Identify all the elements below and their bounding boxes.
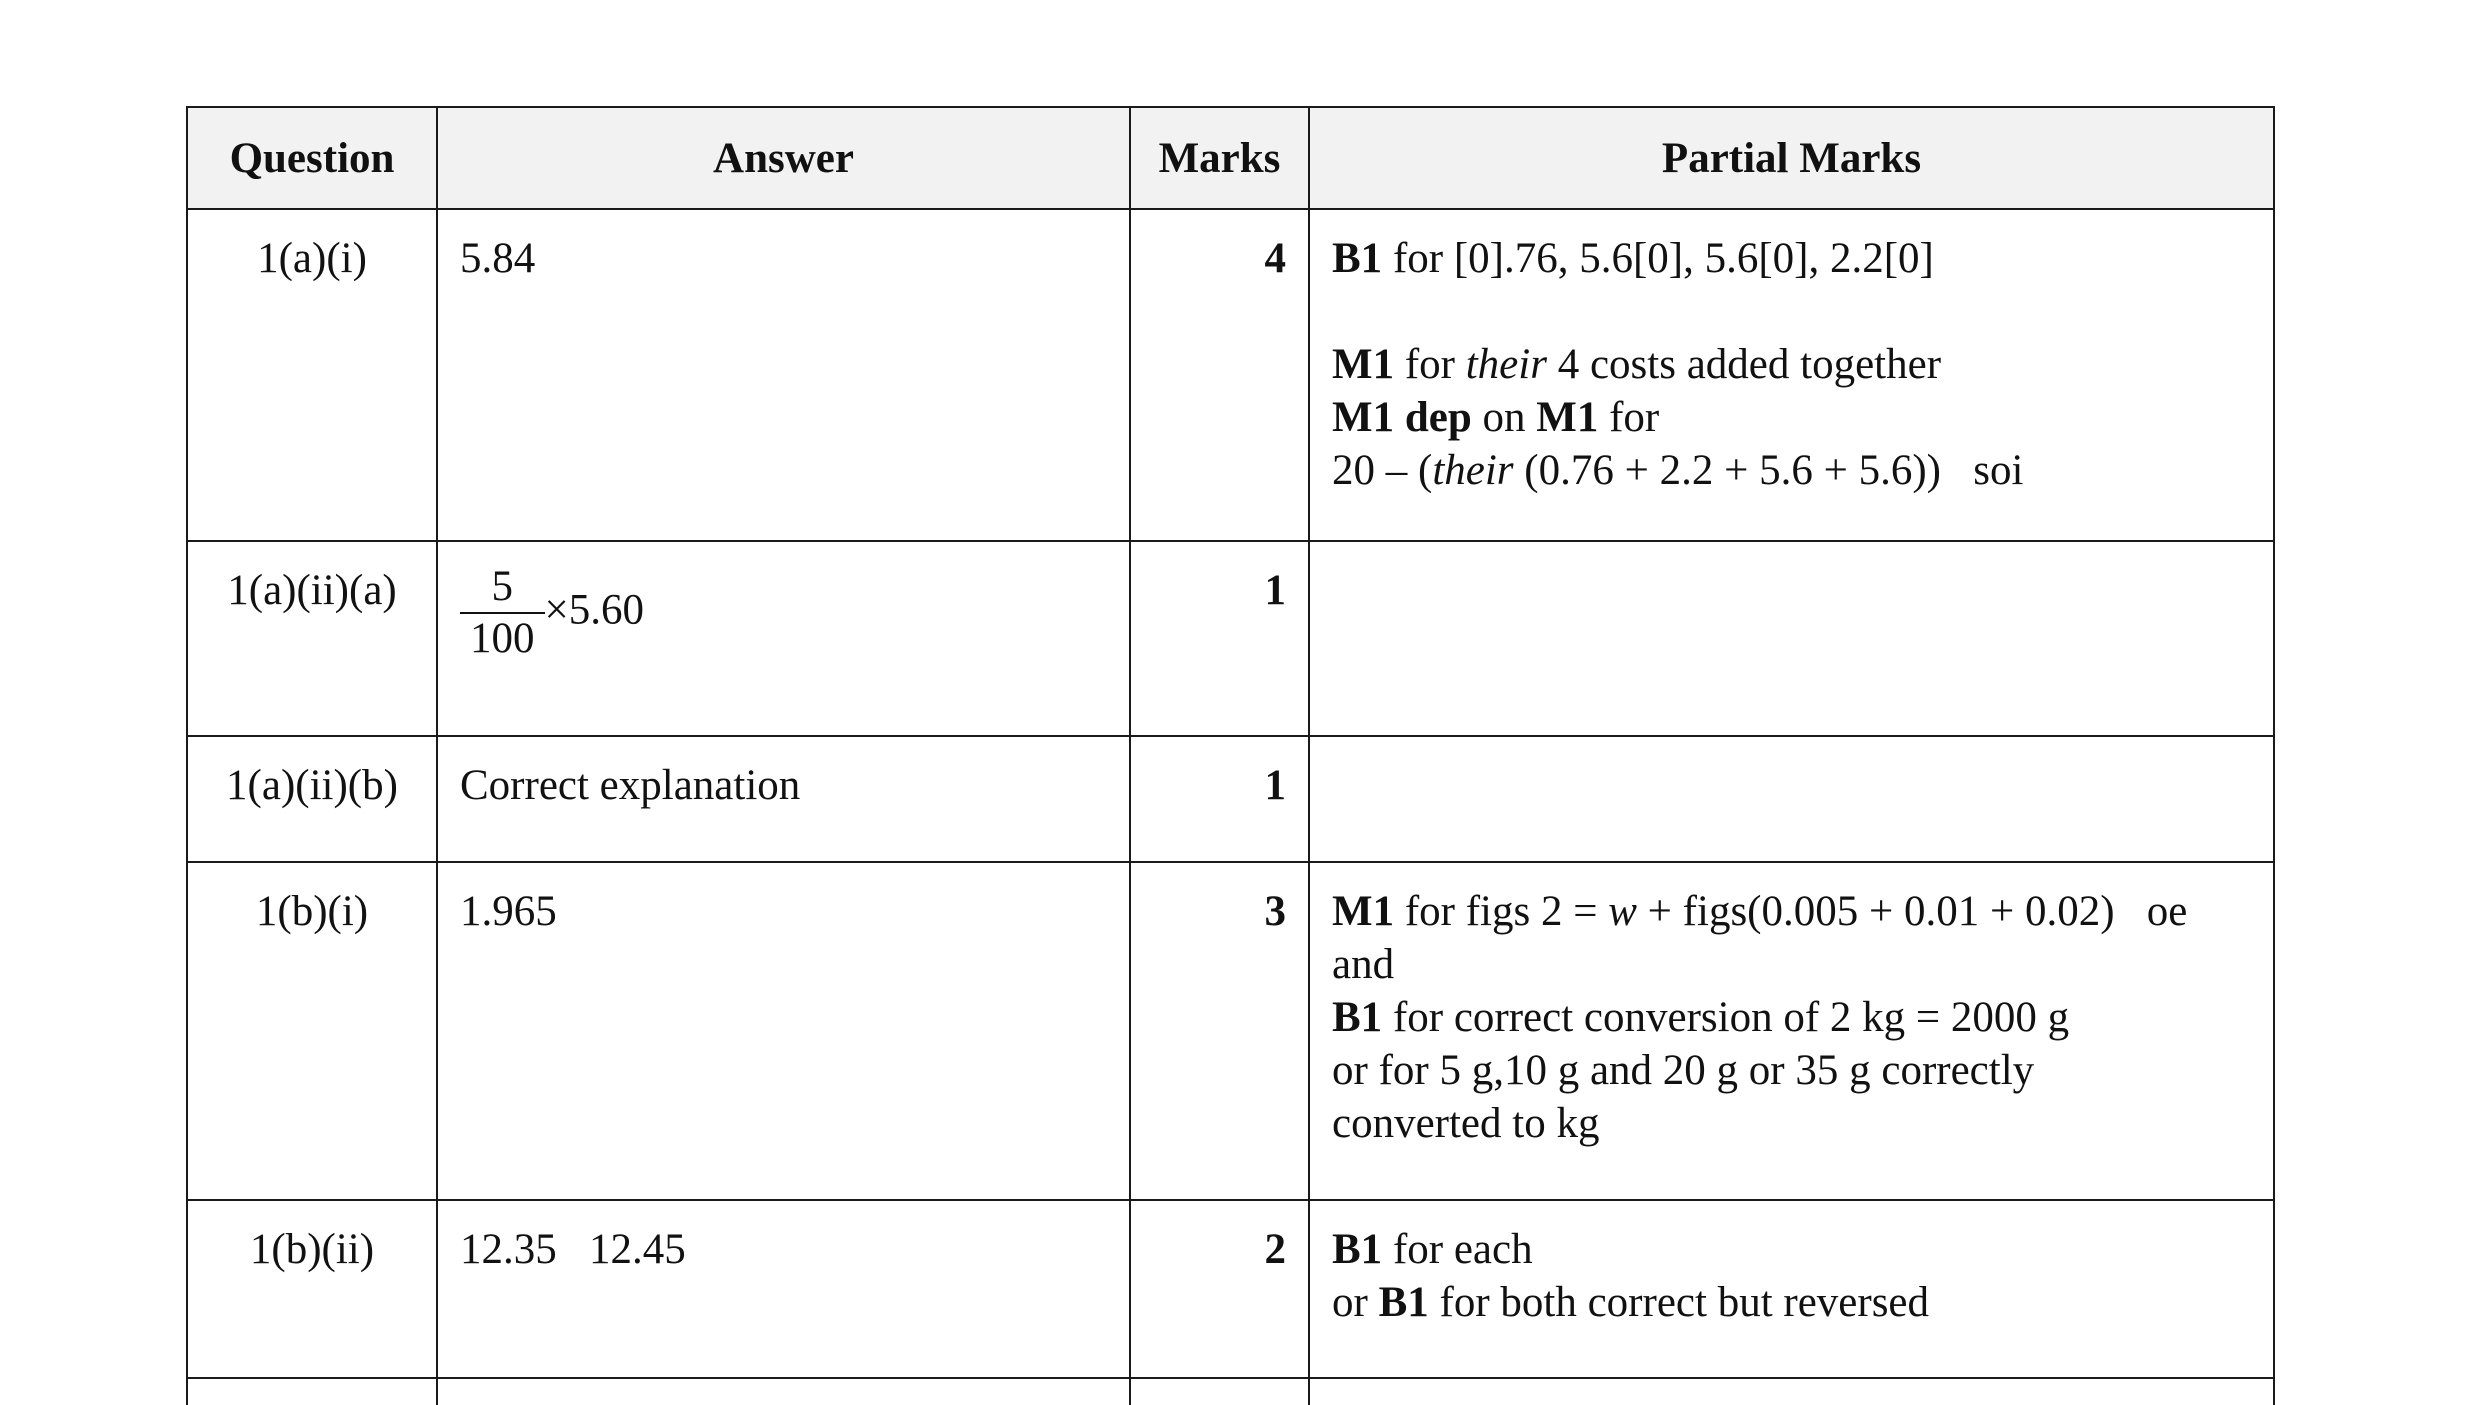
partial-italic: their [1432, 447, 1514, 494]
partial-marks-cell [1309, 736, 2274, 862]
answer-cell [437, 1378, 1130, 1405]
table-header-row [187, 107, 2274, 209]
mark-code: B1 [1332, 1226, 1383, 1273]
table-row [187, 1200, 2274, 1378]
question-cell: 1(b)(i) [187, 862, 437, 1200]
mark-code: M1 [1332, 888, 1395, 935]
answer-cell: Correct explanation [437, 736, 1130, 862]
table-row [187, 541, 2274, 736]
partial-marks-cell [1309, 209, 2274, 541]
partial-line [1332, 338, 2253, 391]
answer-expression: ×5.60 [544, 586, 645, 634]
mark-code: M1 [1332, 341, 1395, 388]
partial-line [1332, 391, 2253, 444]
header-question: Question [187, 107, 437, 209]
marks-cell [1130, 1378, 1309, 1405]
partial-line: converted to kg [1332, 1100, 1600, 1147]
partial-text: or [1332, 1279, 1379, 1326]
partial-text: 20 – ( [1332, 447, 1433, 494]
partial-line [1332, 1223, 2253, 1276]
partial-text: 4 costs added together [1546, 341, 1942, 388]
marks-cell: 4 [1130, 209, 1309, 541]
question-cell: 1(b)(ii) [187, 1200, 437, 1378]
partial-line [1332, 1276, 2253, 1329]
header-marks: Marks [1130, 107, 1309, 209]
marks-cell: 1 [1130, 541, 1309, 736]
marks-cell: 2 [1130, 1200, 1309, 1378]
mark-code: B1 [1332, 994, 1383, 1041]
table-row [187, 209, 2274, 541]
partial-italic: their [1465, 341, 1547, 388]
answer-cell: 1.965 [437, 862, 1130, 1200]
partial-text: on [1471, 394, 1537, 441]
partial-text: for [1394, 341, 1466, 388]
question-cell: 1(a)(ii)(b) [187, 736, 437, 862]
mark-code: M1 [1536, 394, 1599, 441]
partial-text: for each [1382, 1226, 1533, 1273]
table-row [187, 862, 2274, 1200]
fraction [460, 562, 545, 664]
marks-cell: 3 [1130, 862, 1309, 1200]
partial-marks-cell [1309, 541, 2274, 736]
fraction-numerator: 5 [491, 563, 513, 610]
partial-text: for [1598, 394, 1660, 441]
partial-line [1332, 991, 2253, 1044]
partial-text: for both correct but reversed [1428, 1279, 1930, 1326]
partial-italic: w [1608, 888, 1637, 935]
mark-scheme-table [186, 106, 2275, 1405]
partial-line [1332, 232, 2253, 285]
question-cell [187, 1378, 437, 1405]
table-row [187, 736, 2274, 862]
question-cell: 1(a)(i) [187, 209, 437, 541]
partial-text: for figs 2 = [1394, 888, 1609, 935]
header-partial-marks: Partial Marks [1309, 107, 2274, 209]
partial-marks-cell [1309, 1378, 2274, 1405]
marks-cell: 1 [1130, 736, 1309, 862]
partial-text: + figs(0.005 + 0.01 + 0.02) oe [1636, 888, 2188, 935]
mark-code: B1 [1378, 1279, 1429, 1326]
mark-code: B1 [1332, 235, 1383, 282]
answer-cell [437, 541, 1130, 736]
partial-text: (0.76 + 2.2 + 5.6 + 5.6)) soi [1513, 447, 2024, 494]
header-answer: Answer [437, 107, 1130, 209]
fraction-denominator: 100 [460, 612, 545, 664]
partial-line: or for 5 g,10 g and 20 g or 35 g correctly [1332, 1047, 2035, 1094]
answer-cell: 12.35 12.45 [437, 1200, 1130, 1378]
answer-cell: 5.84 [437, 209, 1130, 541]
partial-marks-cell [1309, 862, 2274, 1200]
partial-line: and [1332, 941, 1395, 988]
mark-code: M1 dep [1332, 394, 1472, 441]
partial-line [1332, 885, 2253, 938]
table-row-partial [187, 1378, 2274, 1405]
partial-line [1332, 444, 2253, 497]
question-cell: 1(a)(ii)(a) [187, 541, 437, 736]
partial-marks-cell [1309, 1200, 2274, 1378]
partial-text: for [0].76, 5.6[0], 5.6[0], 2.2[0] [1382, 235, 1934, 282]
partial-text: for correct conversion of 2 kg = 2000 g [1382, 994, 2070, 1041]
